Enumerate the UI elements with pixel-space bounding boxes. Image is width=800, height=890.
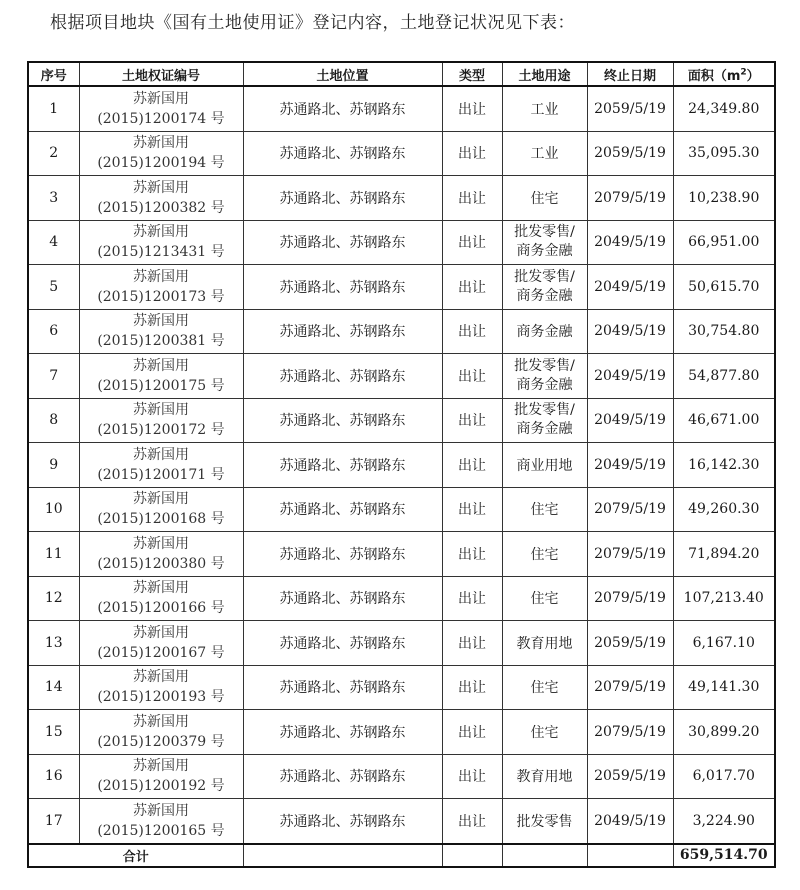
row-cert [79,754,243,799]
cert-line-2: (2015)1200167 号 [97,644,225,661]
row-cert [79,309,243,354]
row-seq: 16 [28,754,79,799]
intro-paragraph: 根据项目地块《国有土地使用证》登记内容，土地登记状况见下表： [50,13,575,33]
use-line: 工业 [530,101,559,118]
row-type: 出让 [442,532,502,577]
row-area: 71,894.20 [673,532,775,577]
row-seq: 9 [28,443,79,488]
row-seq: 7 [28,354,79,399]
row-end-date: 2059/5/19 [587,754,673,799]
row-location: 苏通路北、苏钢路东 [243,131,442,176]
row-area: 3,224.90 [673,799,775,844]
cert-line-1: 苏新国用 [133,179,189,196]
row-cert [79,621,243,666]
row-cert [79,665,243,710]
total-area: 659,514.70 [673,844,775,867]
row-use [502,354,587,399]
row-type: 出让 [442,220,502,265]
row-seq: 3 [28,176,79,221]
use-line: 批发零售/ [514,402,575,419]
header-area-label: 面积（m [687,68,741,84]
row-type: 出让 [442,799,502,844]
use-line: 批发零售 [516,813,573,830]
row-location: 苏通路北、苏钢路东 [243,398,442,443]
cert-line-1: 苏新国用 [133,268,189,285]
cert-line-1: 苏新国用 [133,446,189,463]
table-row [28,621,775,666]
use-line: 商务金融 [516,376,573,393]
header-area-close: ） [746,68,760,84]
cert-line-2: (2015)1200174 号 [97,110,225,127]
use-line: 商务金融 [516,287,573,304]
row-seq: 17 [28,799,79,844]
row-type: 出让 [442,176,502,221]
row-cert [79,799,243,844]
row-cert [79,176,243,221]
header-location: 土地位置 [243,62,442,86]
cert-line-2: (2015)1200173 号 [97,288,225,305]
row-end-date: 2079/5/19 [587,487,673,532]
row-location: 苏通路北、苏钢路东 [243,532,442,577]
row-area: 6,167.10 [673,621,775,666]
use-line: 批发零售/ [514,357,575,374]
table-header-row [28,62,775,86]
total-empty-cell [442,844,502,867]
row-location: 苏通路北、苏钢路东 [243,754,442,799]
row-seq: 10 [28,487,79,532]
row-seq: 5 [28,265,79,310]
row-end-date: 2079/5/19 [587,176,673,221]
row-use [502,398,587,443]
row-end-date: 2049/5/19 [587,309,673,354]
cert-line-2: (2015)1200168 号 [97,511,225,528]
row-location: 苏通路北、苏钢路东 [243,309,442,354]
table-row [28,265,775,310]
use-line: 商务金融 [516,243,573,260]
use-line: 商务金融 [516,324,573,341]
row-type: 出让 [442,621,502,666]
row-area: 24,349.80 [673,86,775,131]
total-label: 合计 [28,844,243,867]
row-use [502,532,587,577]
cert-line-1: 苏新国用 [133,402,189,419]
header-cert: 土地权证编号 [79,62,243,86]
row-seq: 8 [28,398,79,443]
row-cert [79,220,243,265]
row-type: 出让 [442,665,502,710]
row-area: 50,615.70 [673,265,775,310]
use-line: 住宅 [530,680,559,697]
cert-line-1: 苏新国用 [133,713,189,730]
table-row [28,665,775,710]
total-row [28,844,775,867]
row-area: 16,142.30 [673,443,775,488]
row-use [502,576,587,621]
table-row [28,86,775,131]
row-end-date: 2079/5/19 [587,665,673,710]
row-seq: 14 [28,665,79,710]
table-row [28,710,775,755]
row-seq: 4 [28,220,79,265]
header-type: 类型 [442,62,502,86]
row-location: 苏通路北、苏钢路东 [243,621,442,666]
cert-line-1: 苏新国用 [133,758,189,775]
row-location: 苏通路北、苏钢路东 [243,265,442,310]
row-end-date: 2059/5/19 [587,621,673,666]
cert-line-1: 苏新国用 [133,580,189,597]
row-type: 出让 [442,86,502,131]
row-seq: 2 [28,131,79,176]
table-row [28,131,775,176]
use-line: 工业 [530,146,559,163]
cert-line-2: (2015)1200172 号 [97,422,225,439]
table-row [28,799,775,844]
header-area-sup: 2 [740,67,747,78]
row-cert [79,576,243,621]
row-cert [79,265,243,310]
row-use [502,131,587,176]
use-line: 商务金融 [516,421,573,438]
table-row [28,443,775,488]
header-seq: 序号 [28,62,79,86]
row-area: 107,213.40 [673,576,775,621]
cert-line-2: (2015)1200382 号 [97,199,225,216]
cert-line-2: (2015)1200381 号 [97,333,225,350]
row-end-date: 2079/5/19 [587,532,673,577]
row-seq: 13 [28,621,79,666]
row-cert [79,354,243,399]
row-location: 苏通路北、苏钢路东 [243,665,442,710]
row-seq: 1 [28,86,79,131]
use-line: 住宅 [530,546,559,563]
row-end-date: 2049/5/19 [587,220,673,265]
row-area: 35,095.30 [673,131,775,176]
row-area: 46,671.00 [673,398,775,443]
use-line: 商业用地 [516,457,573,474]
row-use [502,621,587,666]
row-location: 苏通路北、苏钢路东 [243,86,442,131]
total-empty-cell [243,844,442,867]
row-cert [79,443,243,488]
cert-line-1: 苏新国用 [133,135,189,152]
row-end-date: 2059/5/19 [587,86,673,131]
cert-line-2: (2015)1213431 号 [97,244,225,261]
row-use [502,86,587,131]
row-cert [79,398,243,443]
row-location: 苏通路北、苏钢路东 [243,710,442,755]
row-type: 出让 [442,354,502,399]
cert-line-1: 苏新国用 [133,224,189,241]
row-type: 出让 [442,309,502,354]
use-line: 住宅 [530,724,559,741]
total-empty-cell [587,844,673,867]
row-area: 6,017.70 [673,754,775,799]
row-end-date: 2059/5/19 [587,131,673,176]
cert-line-1: 苏新国用 [133,535,189,552]
cert-line-2: (2015)1200165 号 [97,822,225,839]
table-row [28,487,775,532]
row-area: 66,951.00 [673,220,775,265]
table-row [28,220,775,265]
cert-line-2: (2015)1200192 号 [97,778,225,795]
cert-line-1: 苏新国用 [133,669,189,686]
row-area: 49,260.30 [673,487,775,532]
use-line: 教育用地 [516,769,573,786]
cert-line-1: 苏新国用 [133,491,189,508]
cert-line-1: 苏新国用 [133,357,189,374]
row-end-date: 2049/5/19 [587,265,673,310]
land-registration-table [27,61,776,868]
row-location: 苏通路北、苏钢路东 [243,220,442,265]
header-end-date: 终止日期 [587,62,673,86]
row-cert [79,131,243,176]
row-use [502,754,587,799]
header-use: 土地用途 [502,62,587,86]
use-line: 教育用地 [516,635,573,652]
row-use [502,176,587,221]
use-line: 批发零售/ [514,224,575,241]
row-seq: 11 [28,532,79,577]
table-row [28,354,775,399]
table-row [28,532,775,577]
cert-line-2: (2015)1200380 号 [97,555,225,572]
row-cert [79,86,243,131]
row-type: 出让 [442,443,502,488]
row-use [502,265,587,310]
header-area [673,62,775,86]
row-end-date: 2049/5/19 [587,354,673,399]
row-seq: 6 [28,309,79,354]
table-row [28,576,775,621]
row-end-date: 2079/5/19 [587,576,673,621]
cert-line-2: (2015)1200193 号 [97,689,225,706]
cert-line-2: (2015)1200194 号 [97,155,225,172]
cert-line-2: (2015)1200166 号 [97,600,225,617]
cert-line-2: (2015)1200379 号 [97,733,225,750]
table-row [28,754,775,799]
row-location: 苏通路北、苏钢路东 [243,799,442,844]
total-empty-cell [502,844,587,867]
row-area: 30,754.80 [673,309,775,354]
row-area: 49,141.30 [673,665,775,710]
row-use [502,665,587,710]
cert-line-1: 苏新国用 [133,624,189,641]
row-use [502,443,587,488]
use-line: 住宅 [530,591,559,608]
table-row [28,398,775,443]
use-line: 住宅 [530,502,559,519]
row-location: 苏通路北、苏钢路东 [243,576,442,621]
row-use [502,220,587,265]
cert-line-1: 苏新国用 [133,313,189,330]
row-type: 出让 [442,710,502,755]
row-end-date: 2049/5/19 [587,398,673,443]
row-type: 出让 [442,265,502,310]
row-use [502,487,587,532]
row-seq: 15 [28,710,79,755]
table-row [28,176,775,221]
row-type: 出让 [442,487,502,532]
row-area: 54,877.80 [673,354,775,399]
cert-line-1: 苏新国用 [133,802,189,819]
row-type: 出让 [442,754,502,799]
row-use [502,710,587,755]
row-end-date: 2079/5/19 [587,710,673,755]
use-line: 住宅 [530,190,559,207]
row-location: 苏通路北、苏钢路东 [243,487,442,532]
row-cert [79,710,243,755]
row-cert [79,487,243,532]
row-location: 苏通路北、苏钢路东 [243,354,442,399]
row-area: 10,238.90 [673,176,775,221]
cert-line-2: (2015)1200171 号 [97,466,225,483]
row-type: 出让 [442,576,502,621]
cert-line-2: (2015)1200175 号 [97,377,225,394]
cert-line-1: 苏新国用 [133,90,189,107]
row-area: 30,899.20 [673,710,775,755]
table-row [28,309,775,354]
row-use [502,799,587,844]
row-type: 出让 [442,131,502,176]
row-end-date: 2049/5/19 [587,443,673,488]
row-use [502,309,587,354]
row-location: 苏通路北、苏钢路东 [243,443,442,488]
row-type: 出让 [442,398,502,443]
row-cert [79,532,243,577]
row-location: 苏通路北、苏钢路东 [243,176,442,221]
use-line: 批发零售/ [514,268,575,285]
row-seq: 12 [28,576,79,621]
row-end-date: 2049/5/19 [587,799,673,844]
